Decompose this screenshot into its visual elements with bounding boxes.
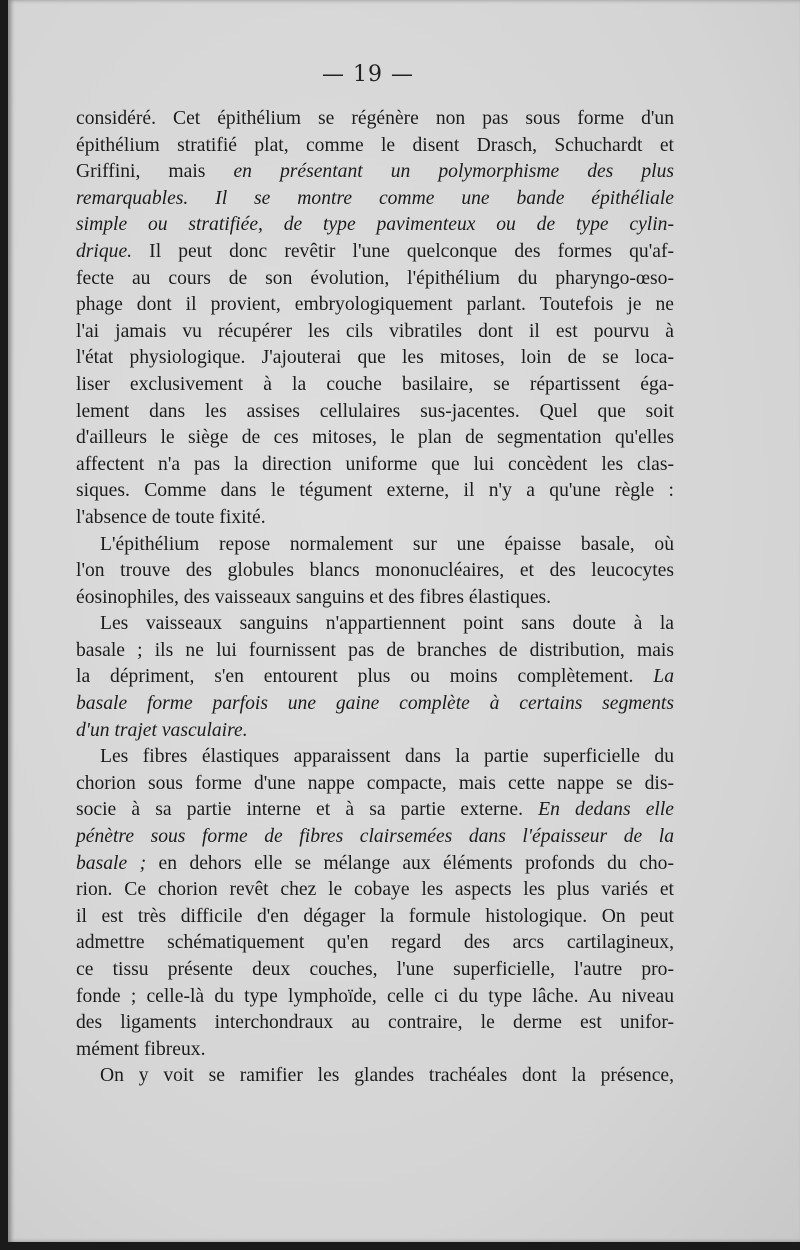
text-line (76, 984, 674, 1011)
text-run: l'on trouve des globules blancs mononucléaires, et des leucocytes (76, 560, 674, 582)
text-line (76, 372, 674, 399)
text-line (76, 904, 674, 931)
text-line (76, 585, 674, 612)
text-line (76, 771, 674, 798)
italic-text: En dedans elle (538, 799, 675, 821)
text-run: liser exclusivement à la couche basilaire, se répartissent éga- (76, 373, 674, 395)
italic-text: basale ; (76, 852, 147, 874)
text-line (76, 1010, 674, 1037)
text-run: fonde ; celle-là du type lymphoïde, celle ci du type lâche. Au niveau (76, 985, 674, 1007)
text-run: épithélium stratifié plat, comme le disent Drasch, Schuchardt et (76, 134, 674, 156)
italic-text: remarquables. Il se montre comme une bande épithéliale (76, 187, 674, 209)
text-line (76, 292, 674, 319)
text-line (76, 824, 674, 851)
text-line (76, 744, 674, 771)
text-line (76, 505, 674, 532)
text-line (76, 957, 674, 984)
text-line (76, 638, 674, 665)
text-line (76, 319, 674, 346)
text-run: fecte au cours de son évolution, l'épithélium du pharyngo-œso- (76, 267, 674, 289)
italic-text: en présentant un polymorphisme des plus (233, 161, 674, 183)
text-run: basale ; ils ne lui fournissent pas de branches de distribution, mais (76, 639, 674, 661)
text-line (76, 877, 674, 904)
text-line (76, 691, 674, 718)
text-run: éosinophiles, des vaisseaux sanguins et des fibres élastiques. (76, 586, 552, 608)
text-line (76, 133, 674, 160)
text-line (76, 797, 674, 824)
text-line (76, 212, 674, 239)
text-run: Il peut donc revêtir l'une quelconque des formes qu'af- (132, 240, 674, 262)
italic-text: d'un trajet vasculaire. (76, 719, 248, 741)
body-text (76, 106, 674, 1090)
text-line (76, 532, 674, 559)
text-line (76, 718, 674, 745)
text-run: admettre schématiquement qu'en regard des arcs cartilagineux, (76, 932, 674, 954)
text-run: l'absence de toute fixité. (76, 506, 266, 528)
italic-text: simple ou stratifiée, de type pavimenteux ou de type cylin- (76, 214, 674, 236)
text-run: socie à sa partie interne et à sa partie externe. (76, 799, 539, 821)
text-line (76, 399, 674, 426)
italic-text: drique. (76, 240, 133, 262)
text-run: l'état physiologique. J'ajouterai que les mitoses, loin de se loca- (76, 347, 674, 369)
text-run: rion. Ce chorion revêt chez le cobaye les aspects les plus variés et (76, 879, 674, 901)
book-page (8, 0, 800, 1242)
text-line (76, 611, 674, 638)
page-number: — 19 — (322, 62, 414, 87)
text-line (76, 1037, 674, 1064)
text-line (76, 239, 674, 266)
text-run: siques. Comme dans le tégument externe, il n'y a qu'une règle : (76, 480, 674, 502)
text-line (76, 1063, 674, 1090)
text-run: la dépriment, s'en entourent plus ou moins complètement. (76, 666, 654, 688)
text-run: des ligaments interchondraux au contraire, le derme est unifor- (76, 1012, 674, 1034)
italic-text: pénètre sous forme de fibres clairsemées dans l'épaisseur de la (76, 826, 674, 848)
text-line (76, 558, 674, 585)
text-run: en dehors elle se mélange aux éléments profonds du cho- (146, 852, 674, 874)
text-run: affectent n'a pas la direction uniforme que lui concèdent les clas- (76, 453, 674, 475)
text-run: considéré. Cet épithélium se régénère non pas sous forme d'un (76, 108, 674, 129)
text-line (76, 851, 674, 878)
text-run: d'ailleurs le siège de ces mitoses, le plan de segmentation qu'elles (76, 427, 674, 449)
text-line (76, 664, 674, 691)
text-run: Griffini, mais (76, 161, 234, 183)
text-run: L'épithélium repose normalement sur une épaisse basale, où (100, 533, 674, 555)
text-line (76, 345, 674, 372)
text-run: On y voit se ramifier les glandes trachéales dont la présence, (100, 1065, 674, 1087)
italic-text: La (653, 666, 674, 688)
text-run: phage dont il provient, embryologiquement parlant. Toutefois je ne (76, 294, 674, 316)
text-line (76, 425, 674, 452)
italic-text: basale forme parfois une gaine complète à certains segments (76, 693, 674, 715)
text-run: l'ai jamais vu récupérer les cils vibratiles dont il est pourvu à (76, 320, 674, 342)
text-line (76, 452, 674, 479)
text-run: lement dans les assises cellulaires sus-jacentes. Quel que soit (76, 400, 674, 422)
text-line (76, 478, 674, 505)
text-line (76, 266, 674, 293)
text-line (76, 930, 674, 957)
text-run: Les vaisseaux sanguins n'appartiennent point sans doute à la (100, 613, 674, 635)
text-run: chorion sous forme d'une nappe compacte, mais cette nappe se dis- (76, 772, 674, 794)
text-run: il est très difficile d'en dégager la formule histologique. On peut (76, 905, 674, 927)
text-line (76, 159, 674, 186)
text-line (76, 186, 674, 213)
text-run: mément fibreux. (76, 1038, 206, 1060)
text-run: Les fibres élastiques apparaissent dans la partie superficielle du (100, 746, 674, 768)
text-run: ce tissu présente deux couches, l'une superficielle, l'autre pro- (76, 959, 674, 980)
text-line (76, 106, 674, 133)
